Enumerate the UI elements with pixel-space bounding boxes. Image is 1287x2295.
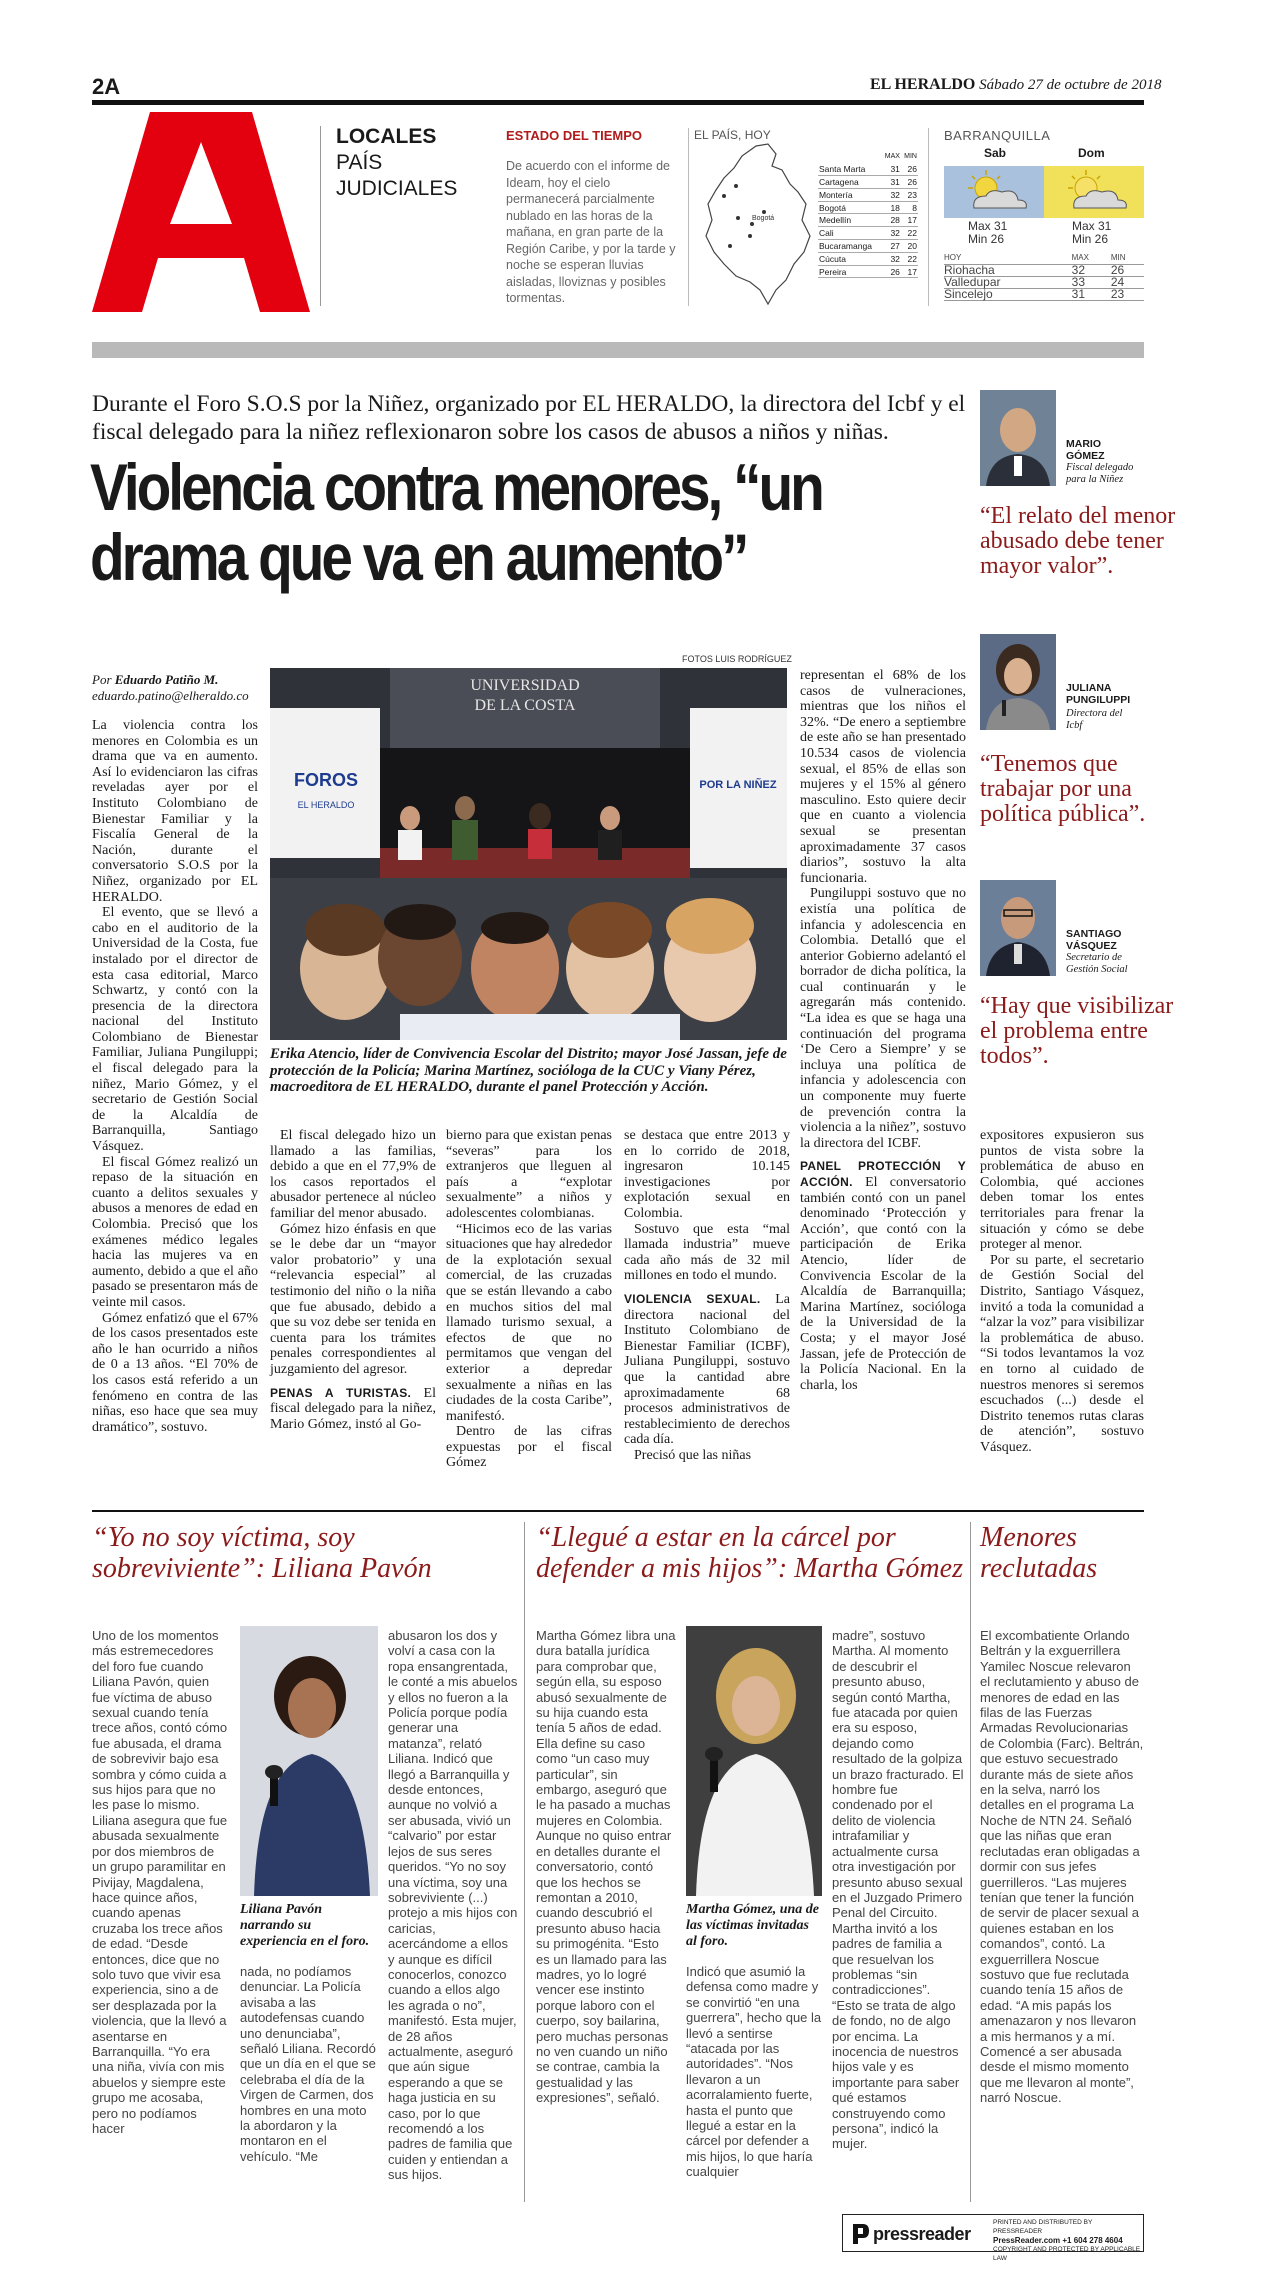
photo-sign-text: POR LA NIÑEZ [699,779,777,791]
quote-name: MARIO GÓMEZ [1066,438,1105,462]
weather-box-sab [944,166,1044,218]
article-column-1: La violencia contra los menores en Colombia es un drama que va en aumento. Así lo evidenciaron las cifras reveladas ayer por el Instituto Colombiano de Bienestar Familiar y la Fiscalía General de la Nación, durante el conversatorio S.O.S por la Niñez, organizado por EL HERALDO. El evento, que se llevó a cabo en el auditorio de la Universidad de la Costa, fue instalado por el director de esta casa editorial, Marco Schwartz, y contó con la presencia de la directora nacional del Instituto Colombiano de Bienestar Familiar, Juliana Pungiluppi; el fiscal delegado para la niñez, Mario Gómez, y el secretario de Gestión Social de la Alcaldía de Barranquilla, Santiago Vásquez. El fiscal Gómez realizó un repaso de la situación en cuanto a delitos sexuales y abusos a menores de edad en Colombia. Precisó que los exámenes médico legales hacia las mujeres va en aumento, debido a que el año pasado se presentaron más de veinte mil casos. Gómez enfatizó que el 67% de los casos presentados este año le han ocurrido a niños de 0 a 13 años. “El 70% de los casos está referido a un fenómeno en contra de las niñas, eso hace que sea muy dramático”, sostuvo. [92,718,258,1435]
article-column-6: expositores expusieron sus puntos de vista sobre la problemática de abuso en Colombia, qué acciones deben tomar los entes territoriales para frenar la situación y cómo se debe proteger al menor. Por su parte, el secretario de Gestión Social del Distrito, Santiago Vásquez, invitó a toda la comunidad a “alzar la voz” para visibilizar la problemática de abuso. “Si todos levantamos la voz en torno al cuidado de nuestros menores si seremos escuchados (...) desde el Distrito tenemos rutas claras de atención”, sostuvo Vásquez. [980,1128,1145,1455]
article-column-3: bierno para que existan penas “severas” para los extranjeros que lleguen al país a “explotar sexualmente” a niños y adolescentes colombianas. “Hicimos eco de las varias situaciones que hay alrededor de la explotación sexual comercial, de las cruzadas que se están llevando a cabo en muchos sitios del mal llamado turismo sexual, a efectos de que no permitamos que vengan del exterior a depredar sexualmente a niñas en las ciudades de la costa Caribe”, manifestó. Dentro de las cifras expuestas por el fiscal Gómez [446,1128,612,1471]
photo-sign-text: DE LA COSTA [474,697,576,714]
col-max: MAX [884,152,900,160]
city-row: Cartagena 31 26 [819,176,917,187]
city-row: Bucaramanga 27 20 [819,240,917,251]
martha-column-2-bottom: Indicó que asumió la defensa como madre y se convirtió “en una guerrera”, hecho que la llevó a sentirse “atacada por las autoridades”. “Nos llevaron a un acorralamiento fuerte, hasta el punto que llegué a estar en la cárcel por defender a mis hijos, lo que haría cualquier [686,1964,822,2180]
hoy-row: Sincelejo 31 23 [944,288,1144,300]
article-column-4: se destaca que entre 2013 y en lo corrido de 2018, ingresaron 10.145 investigaciones por explotación sexual en Colombia. Sostuvo que esta “mal llamada industria” mueve cada año más de 32 mil millones en todo el mundo. VIOLENCIA SEXUAL. La directora nacional del Instituto Colombiano de Bienestar Familiar (ICBF), Juliana Pungiluppi, sostuvo que la cantidad abre aproximadamente 68 procesos administrativos de restablecimiento de derechos cada día. Precisó que las niñas [624,1128,790,1463]
cloudy-sun-icon [944,166,1044,218]
portrait-santiago-vasquez [980,880,1056,976]
cloudy-sun-icon [1044,166,1144,218]
section-judiciales[interactable]: JUDICIALES [336,177,458,200]
colombia-map [694,140,824,308]
forum-stage-photo [270,668,787,1040]
section-pais[interactable]: PAÍS [336,151,383,174]
section-divider [320,126,321,306]
bottom-rule [92,1510,1144,1512]
author-email[interactable]: eduardo.patino@elheraldo.co [92,688,249,703]
edition-date: Sábado 27 de octubre de 2018 [979,77,1162,93]
photo-credit: FOTOS LUIS RODRÍGUEZ [682,654,792,664]
city-row: Medellín 28 17 [819,215,917,226]
sidebar-title-reclutadas: Menores reclutadas [980,1522,1098,1584]
portrait-juliana-pungiluppi [980,634,1056,730]
quote-name: JULIANA PUNGILUPPI [1066,682,1131,706]
quote-text: “El relato del menor abusado debe tener mayor valor”. [980,503,1176,579]
quote-text: “Tenemos que trabajar por una política pública”. [980,751,1146,827]
liliana-column-3: abusaron los dos y volví a casa con la ropa ensangrentada, le conté a mis abuelos y ellos no fueron a la Policía porque podía generar una matanza”, relató Liliana. Indicó que llegó a Barranquilla y desde entonces, aunque no volvió a ser abusada, vivió un “calvario” por estar lejos de sus seres queridos. “Yo no soy una víctima, soy una sobreviviente (...) protejo a mis hijos con caricias, acercándome a ellos y aunque es difícil conocerlos, conozco cuando a ellos algo les agrada o no”, manifestó. Esta mujer, de 28 años actualmente, aseguró que aún sigue esperando a que se haga justicia en su caso, por lo que recomendó a los padres de familia que cuiden y entiendan a sus hijos. [388,1628,518,2183]
portrait-mario-gomez [980,390,1056,486]
article-column-5: representan el 68% de los casos de vulneraciones, mientras que los niños el 32%. “De enero a septiembre de este año se han presentado 10.534 casos de violencia sexual, el 85% de ellas son mujeres y el 15% al género masculino. Esto quiere decir que en cuanto a violencia sexual se presentan aproximadamente 37 casos diarios”, sostuvo la alta funcionaria. Pungiluppi sostuvo que no existía una política de infancia y adolescencia en Colombia. Detalló que el anterior Gobierno adelantó el borrador de dicha política, la cual continuarán y le agregarán más contenido. “La idea es que se haga una continuación del programa ‘De Cero a Siempre’ y se incluya una política de infancia y adolescencia con un componente muy fuerte de prevención contra la violencia a la niñez”, sostuvo la directora del ICBF. PANEL PROTECCIÓN Y ACCIÓN. El conversatorio también contó con un panel denominado ‘Protección y Acción’, que contó con la participación de Erika Atencio, líder de Convivencia Escolar de la Alcaldía de Barranquilla; Marina Martínez, socióloga de la Universidad de la Costa; y el mayor José Jassan, jefe de Protección de la Policía Nacional. En la charla, los [800,668,967,1393]
weather-divider [688,128,689,306]
city-row: Cúcuta 32 22 [819,253,917,264]
bottom-divider [970,1522,971,2202]
quote-name: SANTIAGO VÁSQUEZ [1066,928,1122,952]
section-list [336,124,457,202]
pressreader-badge[interactable] [842,2214,1144,2262]
quote-text: “Hay que visibilizar el problema entre todos”. [980,993,1174,1069]
top-rule [92,100,1144,105]
city-forecast-table [818,150,918,278]
liliana-column-2-bottom: nada, no podíamos denunciar. La Policía avisaba a las autodefensas cuando uno denunciaba”, señaló Liliana. Recordó que un día en el que se celebraba el día de la Virgen de Carmen, dos hombres en una moto la abordaron y la montaron en el vehículo. “Me [240,1964,376,2164]
weather-box-dom [1044,166,1144,218]
pressreader-brand: pressreader [873,2224,971,2244]
city-row: Pereira 26 17 [819,266,917,277]
dom-temps: Max 31 Min 26 [1072,219,1112,246]
photo-sign-text: EL HERALDO [297,800,355,810]
masthead [870,76,1161,94]
photo-sign-text: UNIVERSIDAD [470,677,580,694]
city-row: Bogotá 18 8 [819,202,917,213]
city-row: Santa Marta 31 26 [819,163,917,174]
subhead-panel: PANEL PROTECCIÓN Y ACCIÓN. [800,1159,966,1189]
martha-column-1: Martha Gómez libra una dura batalla jurídica para comprobar que, según ella, su esposo abusó sexualmente de su hija cuando esta tenía 5 años de edad. Ella define su caso como “un caso muy particular”, sin embargo, aseguró que le ha pasado a muchas mujeres en Colombia. Aunque no quiso entrar en detalles durante el conversatorio, contó que los hechos se remontan a 2010, cuando descubrió el presunto abuso hacia su primogénita. “Esto es un llamado para las madres, yo lo logré vencer ese instinto porque laboro con el cuerpo, soy bailarina, pero muchas personas no ven cuando un niño se contrae, cambia la gestualidad y las expresiones”, señaló. [536,1628,676,2106]
quote-role: Fiscal delegado para la Niñez [1066,462,1134,485]
hoy-row: Valledupar 33 24 [944,276,1144,288]
barranquilla-label: BARRANQUILLA [944,128,1051,143]
liliana-column-1: Uno de los momentos más estremecedores del foro fue cuando Liliana Pavón, quien fue víctima de abuso sexual cuando tenía trece años, contó cómo fue abusada, el drama de sobrevivir bajo esa sombra y cómo cuida a sus hijos para que no les pase lo mismo. Liliana asegura que fue abusada sexualmente por dos miembros de un grupo paramilitar en Pivijay, Magdalena, hace quince años, cuando apenas cruzaba los trece años de edad. “Desde entonces, dice que no solo tuvo que vivir esa experiencia, sino a de ser desplazada por la violencia, que la llevó a asentarse en Barranquilla. “Yo era una niña, vivía con mis abuelos y siempre este grupo me acosaba, pero no podíamos hacer [92,1628,228,2136]
city-row: Montería 32 23 [819,189,917,200]
section-letter-a [92,112,310,312]
page-number: 2A [92,74,121,99]
martha-gomez-photo [686,1626,822,1896]
city-row: Cali 32 22 [819,228,917,239]
regional-forecast-table: HOY MAX MIN Riohacha 32 26 Valledupar 33 24 Sincelejo 31 23 [944,252,1144,301]
byline: Por Eduardo Patiño M. eduardo.patino@elheraldo.co [92,672,249,703]
weather-divider-2 [928,128,929,306]
day-sab: Sab [984,146,1007,160]
quote-role: Directora del Icbf [1066,708,1123,731]
article-column-2: El fiscal delegado hizo un llamado a las familias, debido a que en el 77,9% de los casos reportados el abusador pertenece al núcleo familiar del menor abusado. Gómez hizo énfasis en que se le debe dar un “mayor valor probatorio” y una “relevancia especial” al testimonio del niño o la niña que fue abusado, debido a que su voz debe ser tenida en cuenta para los trámites penales correspondientes al juzgamiento del agresor. PENAS A TURISTAS. El fiscal delegado para la niñez, Mario Gómez, instó al Go- [270,1128,436,1432]
subhead-penas: PENAS A TURISTAS. [270,1385,412,1400]
martha-column-3: madre”, sostuvo Martha. Al momento de descubrir el presunto abuso, según contó Martha, fue atacada por quien era su esposo, dejando como resultado de la golpiza un brazo fracturado. El hombre fue condenado por el delito de violencia intrafamiliar y actualmente cursa otra investigación por presunto abuso sexual en el Juzgado Primero Penal del Circuito. Martha invitó a los padres de familia a que resuelvan los problemas “sin contradicciones”. “Esto se trata de algo de fondo, no de algo por encima. La inocencia de nuestros hijos vale y es importante para saber qué estamos construyendo como persona”, indicó la mujer. [832,1628,964,2152]
martha-photo-caption: Martha Gómez, una de las víctimas invitadas al foro. [686,1902,820,1949]
article-headline: Violencia contra menores, “un drama que va en aumento” [90,450,822,594]
pressreader-notice: PRINTED AND DISTRIBUTED BY PRESSREADER PressReader.com +1 604 278 4604 COPYRIGHT AND PROTECTED BY APPLICABLE LAW [993,2219,1141,2262]
quote-role: Secretario de Gestión Social [1066,952,1128,975]
bottom-divider [524,1522,525,2202]
map-label-bogota: Bogotá [752,215,775,222]
liliana-pavon-photo [240,1626,378,1896]
photo-sign-text: FOROS [293,770,359,790]
sidebar-title-martha: “Llegué a estar en la cárcel por defender a mis hijos”: Martha Gómez [536,1522,963,1584]
reclutadas-column: El excombatiente Orlando Beltrán y la exguerrillera Yamilec Noscue relevaron el reclutamiento y abuso de menores de edad en las filas de las Fuerzas Armadas Revolucionarias de Colombia (Farc). Beltrán, que estuvo secuestrado durante más de siete años en la selva, narró los detalles en el programa La Noche de NTN 24. Señaló que las niñas que eran reclutadas eran obligadas a dormir con sus jefes guerrilleros. “Las mujeres tenían que tener la función de servir de placer sexual a quienes estaban en los comandos”, contó. La exguerrillera Noscue sostuvo que fue reclutada cuando tenía 15 años de edad. “A mis papás los amenazaron y nos llevaron a mis hermanos y a mí. Comencé a ser abusada desde el mismo momento que me llevaron al monte”, narró Noscue. [980,1628,1144,2106]
day-dom: Dom [1078,146,1105,160]
newspaper-name: EL HERALDO [870,76,976,93]
section-separator-bar [92,342,1144,358]
liliana-photo-caption: Liliana Pavón narrando su experiencia en el foro. [240,1902,370,1949]
weather-title: ESTADO DEL TIEMPO [506,128,643,143]
photo-caption: Erika Atencio, líder de Convivencia Escolar del Distrito; mayor José Jassan, jefe de protección de la Policía; Marina Martínez, socióloga de la CUC y Viany Pérez, macroeditora de EL HERALDO, durante el panel Protección y Acción. [270,1046,787,1095]
subhead-violencia: VIOLENCIA SEXUAL. [624,1291,761,1306]
sab-temps: Max 31 Min 26 [968,219,1008,246]
col-min: MIN [904,152,917,160]
weather-text: De acuerdo con el informe de Ideam, hoy el cielo permanecerá parcialmente nublado en las horas de la mañana, en gran parte de la Región Caribe, y por la tarde y noche se esperan lluvias aisladas, lloviznas y posibles tormentas. [506,159,676,305]
article-kicker: Durante el Foro S.O.S por la Niñez, organizado por EL HERALDO, la directora del Icbf y el fiscal delegado para la niñez reflexionaron sobre los casos de abusos a niños y niñas. [92,391,966,445]
country-weather-label: EL PAÍS, HOY [694,128,771,142]
pressreader-icon [849,2222,871,2246]
section-locales[interactable]: LOCALES [336,125,437,148]
author-name: Eduardo Patiño M. [114,672,219,687]
hoy-row: Riohacha 32 26 [944,264,1144,276]
sidebar-title-liliana: “Yo no soy víctima, soy sobreviviente”: Liliana Pavón [92,1522,432,1584]
